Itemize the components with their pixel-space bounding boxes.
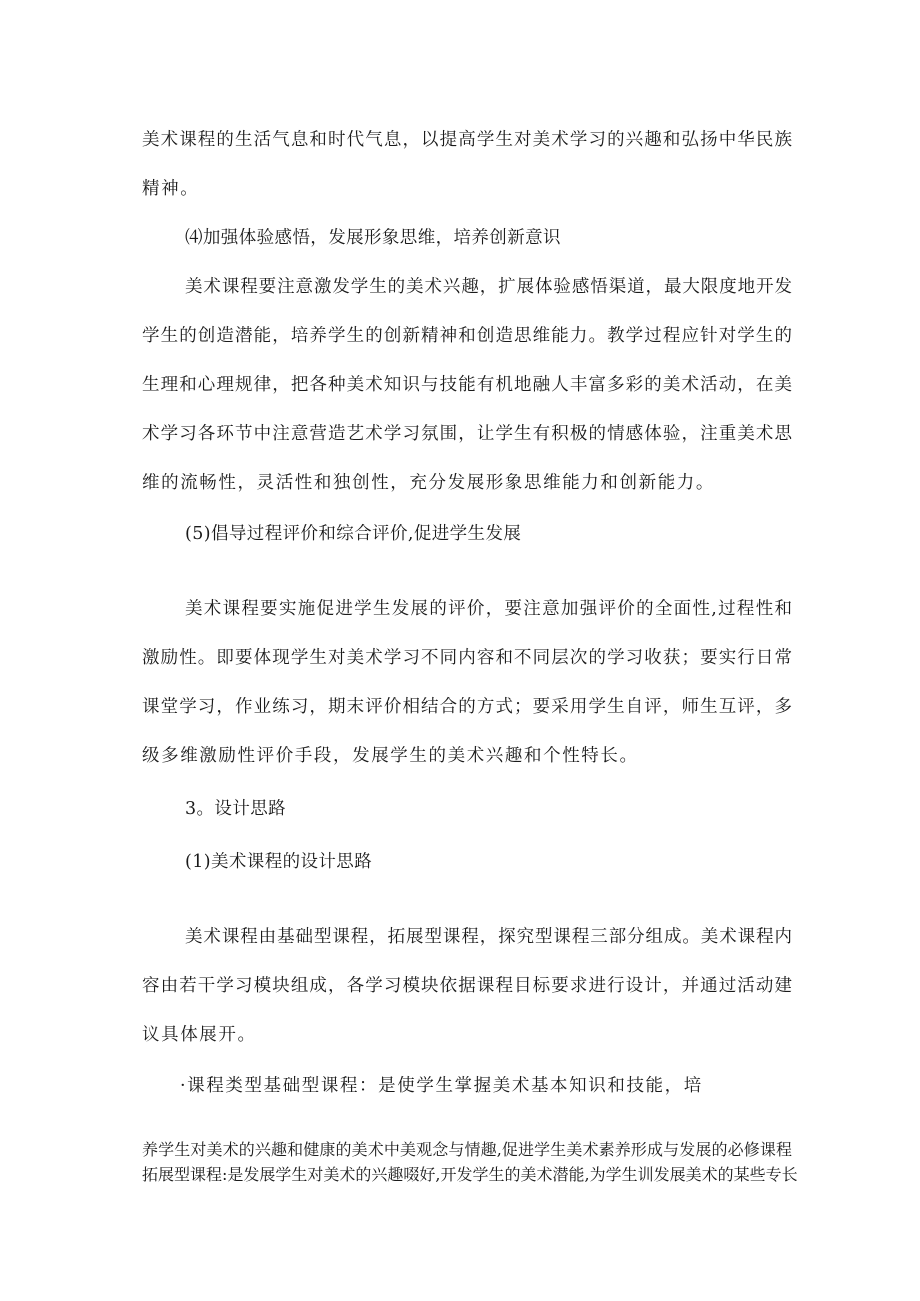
section-heading-5: (5)倡导过程评价和综合评价,促进学生发展	[185, 524, 522, 544]
paragraph-line: 美术课程要实施促进学生发展的评价，要注意加强评价的全面性,过程性和	[185, 599, 792, 619]
paragraph-line: ·课程类型基础型课程：是使学生掌握美术基本知识和技能，培	[180, 1076, 703, 1096]
paragraph-line: 激励性。即要体现学生对美术学习不同内容和不同层次的学习收获；要实行日常	[142, 648, 792, 668]
paragraph-line: 术学习各环节中注意营造艺术学习氛围，让学生有积极的情感体验，注重美术思	[142, 424, 792, 444]
paragraph-line: 养学生对美术的兴趣和健康的美术中美观念与情趣,促进学生美术素养形成与发展的必修课程	[142, 1140, 792, 1159]
paragraph-line: 维的流畅性，灵活性和独创性，充分发展形象思维能力和创新能力。	[142, 473, 715, 493]
section-heading-3: 3。设计思路	[185, 799, 287, 819]
paragraph-line: 生理和心理规律，把各种美术知识与技能有机地融人丰富多彩的美术活动，在美	[142, 375, 792, 395]
paragraph-line: 学生的创造潜能，培养学生的创新精神和创造思维能力。教学过程应针对学生的	[142, 326, 792, 346]
paragraph-line: 美术课程的生活气息和时代气息，以提高学生对美术学习的兴趣和弘扬中华民族	[142, 130, 792, 150]
paragraph-line: 议具体展开。	[142, 1025, 257, 1045]
paragraph-line: 拓展型课程:是发展学生对美术的兴趣啜好,开发学生的美术潜能,为学生训发展美术的某些专长	[142, 1165, 798, 1184]
paragraph-line: 美术课程要注意激发学生的美术兴趣，扩展体验感悟渠道，最大限度地开发	[185, 277, 792, 297]
paragraph-line: 级多维激励性评价手段，发展学生的美术兴趣和个性特长。	[142, 746, 639, 766]
paragraph-line: 美术课程由基础型课程，拓展型课程，探究型课程三部分组成。美术课程内	[185, 927, 792, 947]
paragraph-line: 容由若干学习模块组成，各学习模块依据课程目标要求进行设计，并通过活动建	[142, 976, 792, 996]
paragraph-line: 课堂学习，作业练习，期末评价相结合的方式；要采用学生自评，师生互评，多	[142, 697, 792, 717]
section-heading-4: ⑷加强体验感悟，发展形象思维，培养创新意识	[185, 228, 561, 248]
paragraph-line: 精神。	[142, 179, 200, 199]
section-heading-1: (1)美术课程的设计思路	[185, 852, 373, 872]
